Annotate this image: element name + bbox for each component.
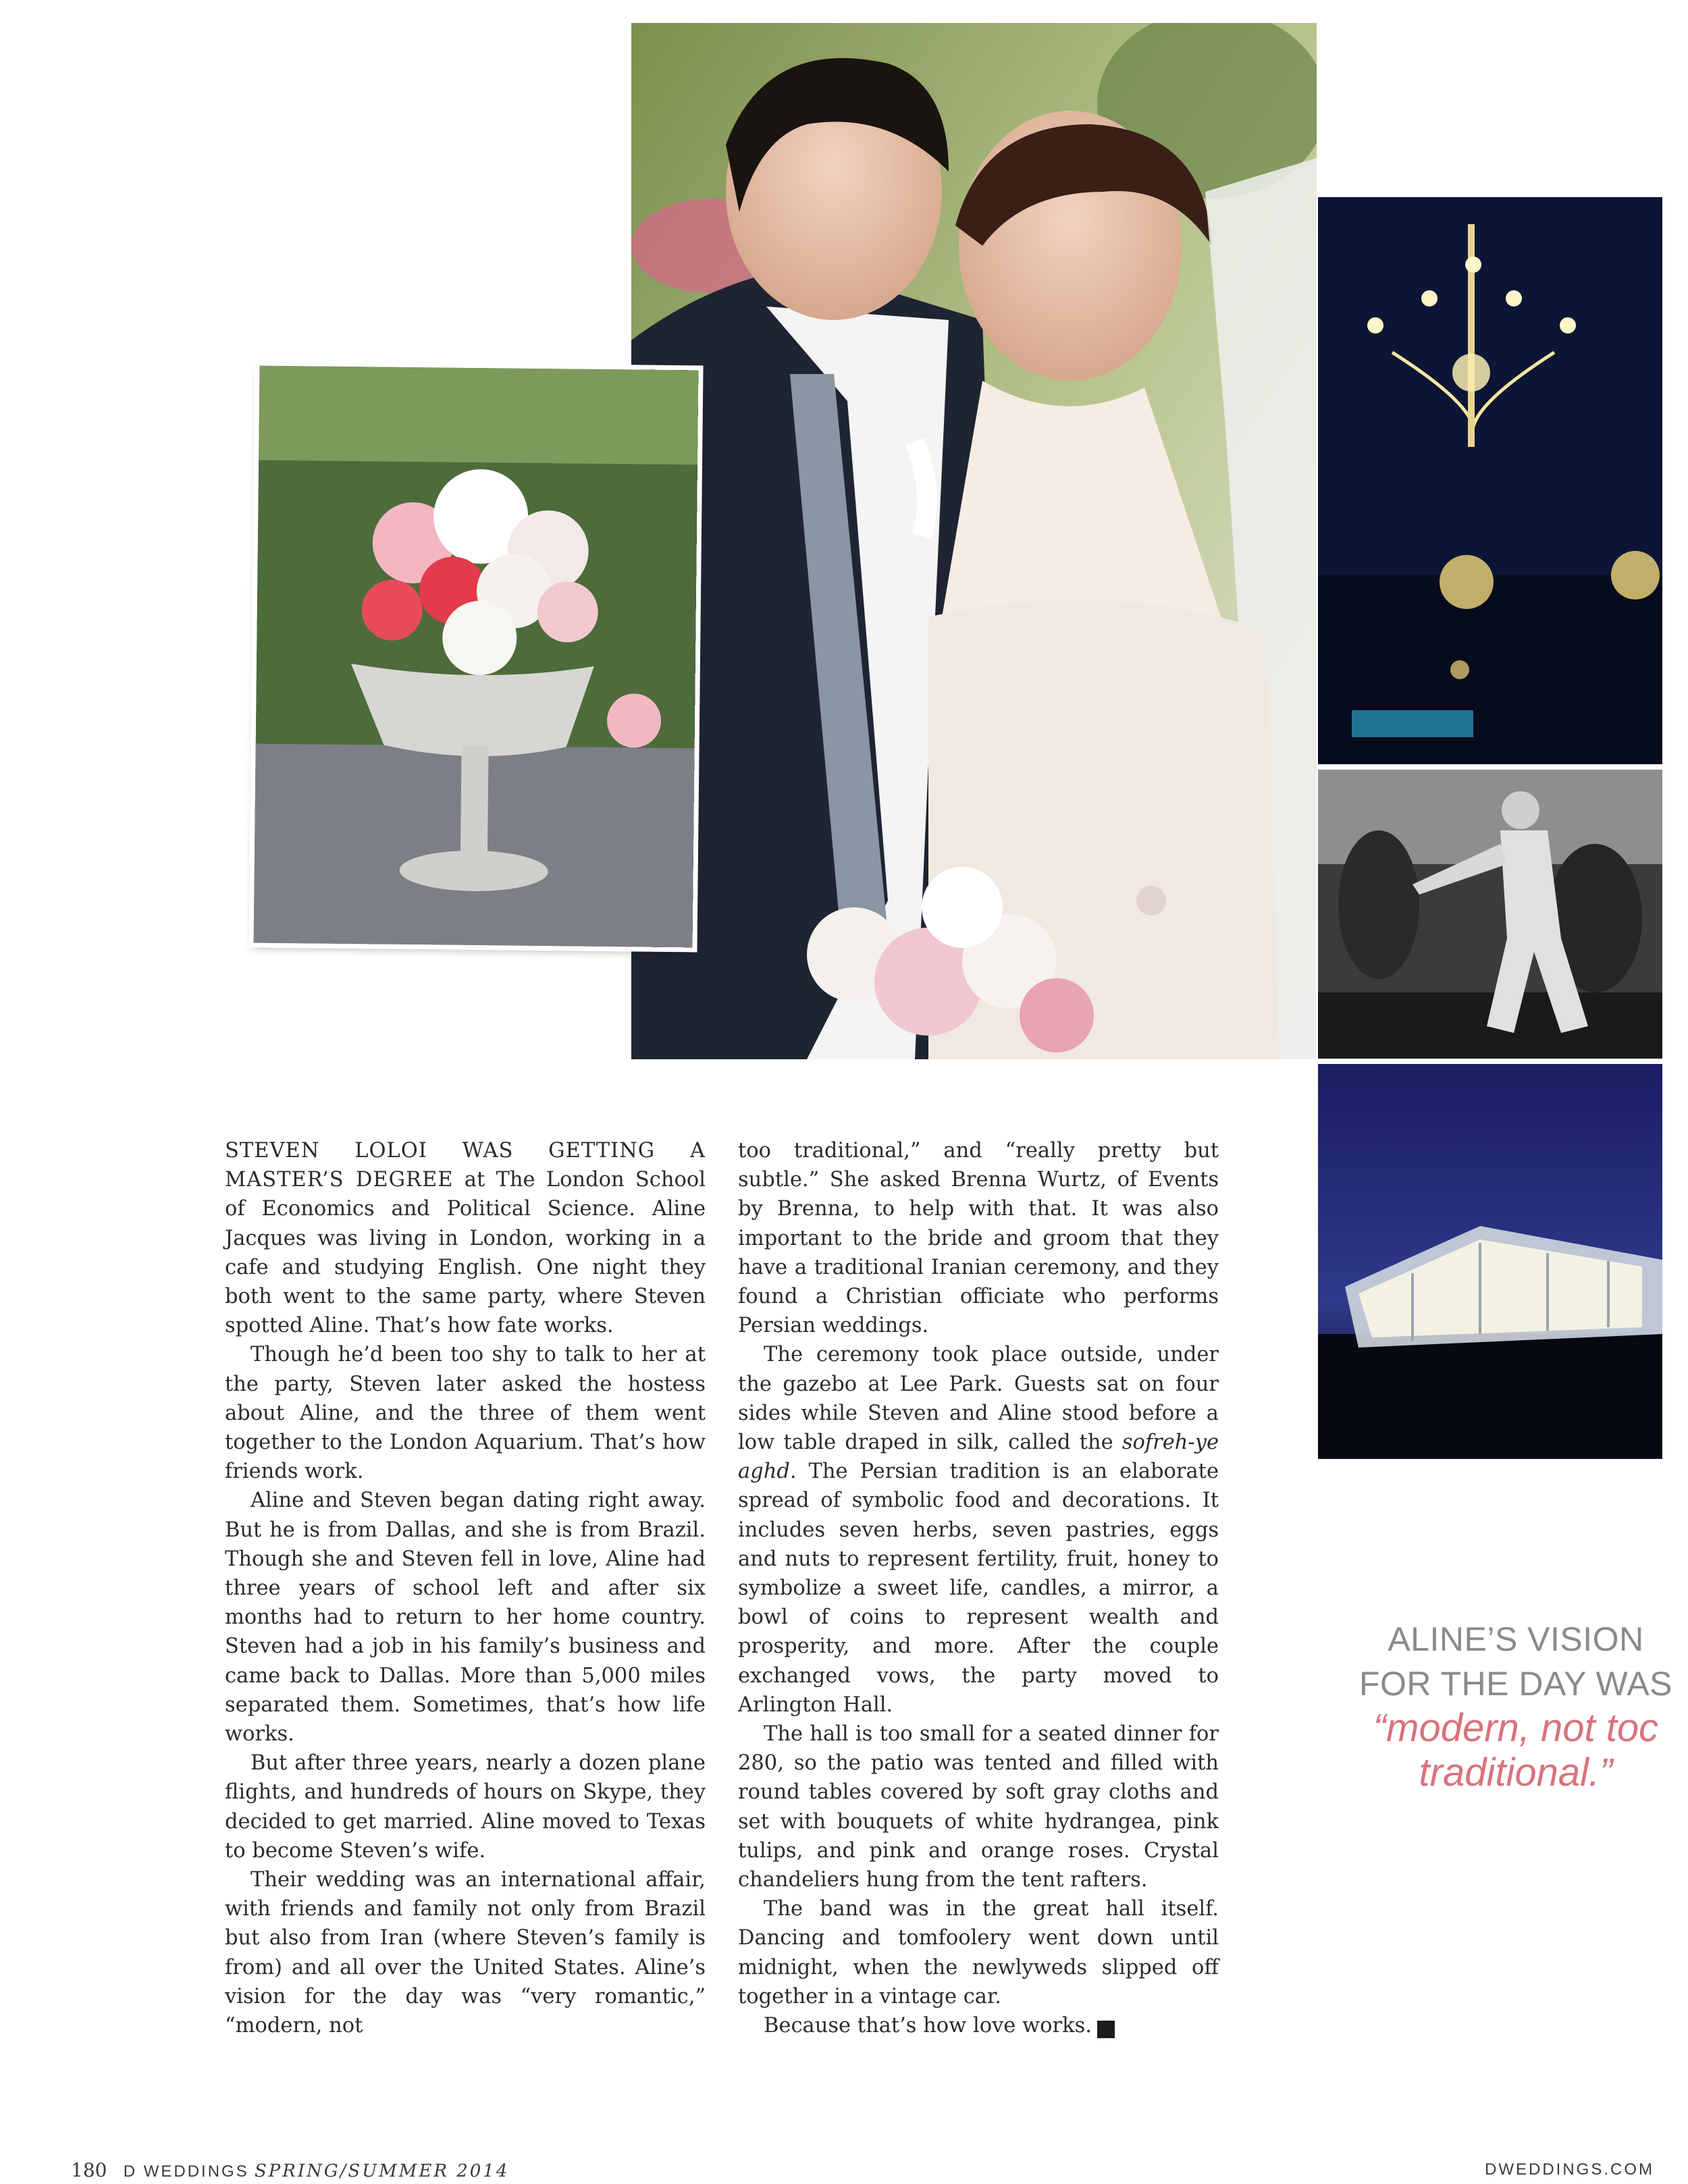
pull-quote-line: ALINE’S VISION: [1388, 1620, 1644, 1658]
article-paragraph: Their wedding was an international affair, with friends and family not only from Brazil but also from Iran (where Steven’s family is from) and all over the United States. Aline’s vision for the day was “very romantic,” “modern, not: [225, 1868, 706, 2038]
centerpiece-photo: [254, 366, 699, 948]
bride-groom-photo: [631, 23, 1317, 1059]
article-column-right: [738, 1136, 1219, 2040]
tent-photo: [1318, 1064, 1662, 1459]
chandelier-photo: [1318, 197, 1662, 764]
article-paragraph: Aline and Steven began dating right away. But he is from Dallas, and she is from Brazil. Though she and Steven fell in love, Aline had three years of school left and after six months had to return to her home country. Steven had a job in his family’s business and came back to Dallas. More than 5,000 miles separated them. Sometimes, that’s how life works.: [225, 1489, 706, 1747]
persian-term: sofreh-ye aghd: [738, 1431, 1219, 1484]
pull-quote-line: FOR THE DAY WAS: [1359, 1665, 1673, 1703]
pull-quote-quote: traditional.”: [1419, 1751, 1613, 1794]
end-mark-icon: D: [1097, 2021, 1115, 2038]
article-paragraph: But after three years, nearly a dozen plane flights, and hundreds of hours on Skype, they decided to get married. Aline moved to Texas to become Steven’s wife.: [225, 1751, 706, 1863]
article-column-left: [225, 1136, 706, 2040]
article-paragraph: too traditional,” and “really pretty but subtle.” She asked Brenna Wurtz, of Events by Brenna, to help with that. It was also important to the bride and groom that they have a traditional Iranian ceremony, and they found a Christian officiate who performs Persian weddings.: [738, 1139, 1219, 1338]
article-paragraph: STEVEN LOLOI WAS GETTING A MASTER’S DEGREE at The London School of Economics and Political Science. Aline Jacques was living in London, working in a cafe and studying English. One night they both went to the same party, where Steven spotted Aline. That’s how fate works.: [225, 1139, 706, 1338]
article-paragraph: Though he’d been too shy to talk to her at the party, Steven later asked the hostess about Aline, and the three of them went together to the London Aquarium. That’s how friends work.: [225, 1343, 706, 1484]
article-paragraph: The ceremony took place outside, under the gazebo at Lee Park. Guests sat on four sides while Steven and Aline stood before a low table draped in silk, called the sofreh-ye aghd. The Persian tradition is an elaborate spread of symbolic food and decorations. It includes seven herbs, seven pastries, eggs and nuts to represent fertility, fruit, honey to symbolize a sweet life, candles, a mirror, a bowl of coins to represent wealth and prosperity, and more. After the couple exchanged vows, the party moved to Arlington Hall.: [738, 1343, 1219, 1717]
pull-quote: [1340, 1617, 1688, 1795]
issue-name: SPRING/SUMMER 2014: [254, 2161, 510, 2181]
article-paragraph: The band was in the great hall itself. Dancing and tomfoolery went down until midnight, when the newlyweds slipped off together in a vintage car.: [738, 1897, 1219, 2008]
article-paragraph: Because that’s how love works. D: [764, 2014, 1134, 2038]
dance-photo: [1318, 770, 1662, 1059]
website-url: DWEDDINGS.COM: [1485, 2160, 1654, 2179]
page-footer: [71, 2159, 509, 2181]
magazine-name: D WEDDINGS: [123, 2162, 249, 2181]
article-paragraph: The hall is too small for a seated dinner for 280, so the patio was tented and filled with round tables covered by soft gray cloths and set with bouquets of white hydrangea, pink tulips, and pink and orange roses. Crystal chandeliers hung from the tent rafters.: [738, 1722, 1219, 1892]
pull-quote-quote: “modern, not toc: [1373, 1706, 1659, 1750]
article-lead-in: STEVEN LOLOI WAS GETTING A MASTER’S DEGREE: [225, 1139, 706, 1192]
page-number: 180: [71, 2159, 107, 2181]
